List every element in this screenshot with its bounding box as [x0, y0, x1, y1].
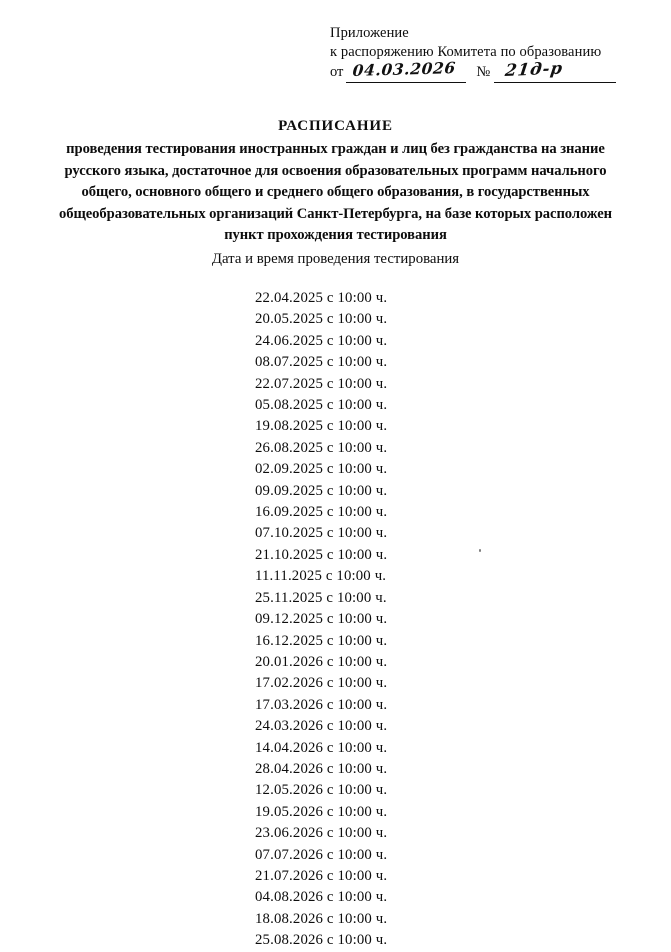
header-appendix-label: Приложение: [330, 25, 409, 41]
date-row: 07.10.2025 с 10:00 ч.: [255, 525, 388, 542]
header-date-handwritten-value: 04.03.2026: [352, 58, 457, 80]
date-row: 18.08.2026 с 10:00 ч.: [255, 910, 388, 927]
date-row: 23.06.2026 с 10:00 ч.: [255, 825, 388, 842]
testing-dates-list: [255, 288, 387, 952]
date-row: 11.11.2025 с 10:00 ч.: [255, 568, 387, 585]
document-header: [330, 24, 630, 83]
section-caption: Дата и время проведения тестирования: [211, 251, 460, 267]
date-row: 02.09.2025 с 10:00 ч.: [255, 461, 388, 478]
date-row: 19.05.2026 с 10:00 ч.: [255, 803, 388, 820]
subtitle-line: проведения тестирования иностранных граждан и лиц без гражданства на знание: [66, 141, 605, 157]
header-number-field: [494, 58, 616, 83]
date-row: 05.08.2025 с 10:00 ч.: [255, 397, 388, 414]
header-from-label: от: [330, 64, 344, 80]
date-row: 21.07.2026 с 10:00 ч.: [255, 867, 388, 884]
date-row: 28.04.2026 с 10:00 ч.: [255, 760, 388, 777]
date-row: 20.01.2026 с 10:00 ч.: [255, 653, 388, 670]
date-row: 16.09.2025 с 10:00 ч.: [255, 504, 388, 521]
date-row: 22.04.2025 с 10:00 ч.: [255, 290, 388, 306]
date-row: 25.11.2025 с 10:00 ч.: [255, 589, 387, 606]
date-row: 21.10.2025 с 10:00 ч.: [255, 546, 388, 563]
header-date-number-row: [330, 58, 630, 83]
date-row: 14.04.2026 с 10:00 ч.: [255, 739, 388, 756]
date-row: 17.02.2026 с 10:00 ч.: [255, 675, 388, 692]
subtitle-line: пункт прохождения тестирования: [224, 227, 447, 243]
page-title: РАСПИСАНИЕ: [278, 118, 393, 134]
date-row: 22.07.2025 с 10:00 ч.: [255, 375, 388, 392]
header-number-label: №: [476, 64, 491, 80]
date-row: 24.03.2026 с 10:00 ч.: [255, 718, 388, 735]
header-date-field: [346, 58, 466, 83]
date-row: 09.09.2025 с 10:00 ч.: [255, 482, 388, 499]
date-row: 12.05.2026 с 10:00 ч.: [255, 782, 388, 799]
header-number-handwritten-value: 21д-р: [504, 58, 565, 80]
date-row: 26.08.2025 с 10:00 ч.: [255, 439, 388, 456]
date-row: 19.08.2025 с 10:00 ч.: [255, 418, 388, 435]
date-row: 24.06.2025 с 10:00 ч.: [255, 332, 388, 349]
subtitle-line: русского языка, достаточное для освоения образовательных программ начального: [64, 162, 607, 179]
date-row: 17.03.2026 с 10:00 ч.: [255, 696, 388, 713]
header-order-reference: к распоряжению Комитета по образованию: [330, 44, 602, 60]
title-block: [18, 116, 653, 247]
scan-artifact-speck: [479, 549, 481, 552]
subtitle-line: общего, основного общего и среднего общего образования, в государственных: [81, 184, 590, 200]
date-row: 25.08.2026 с 10:00 ч.: [255, 932, 388, 949]
date-row: 08.07.2025 с 10:00 ч.: [255, 354, 388, 371]
date-row: 04.08.2026 с 10:00 ч.: [255, 889, 388, 906]
document-subtitle: [18, 139, 653, 247]
subtitle-line: общеобразовательных организаций Санкт-Петербурга, на базе которых расположен: [58, 205, 613, 222]
date-row: 20.05.2025 с 10:00 ч.: [255, 311, 388, 328]
date-row: 16.12.2025 с 10:00 ч.: [255, 632, 388, 649]
date-row: 09.12.2025 с 10:00 ч.: [255, 611, 388, 628]
date-row: 07.07.2026 с 10:00 ч.: [255, 846, 388, 863]
